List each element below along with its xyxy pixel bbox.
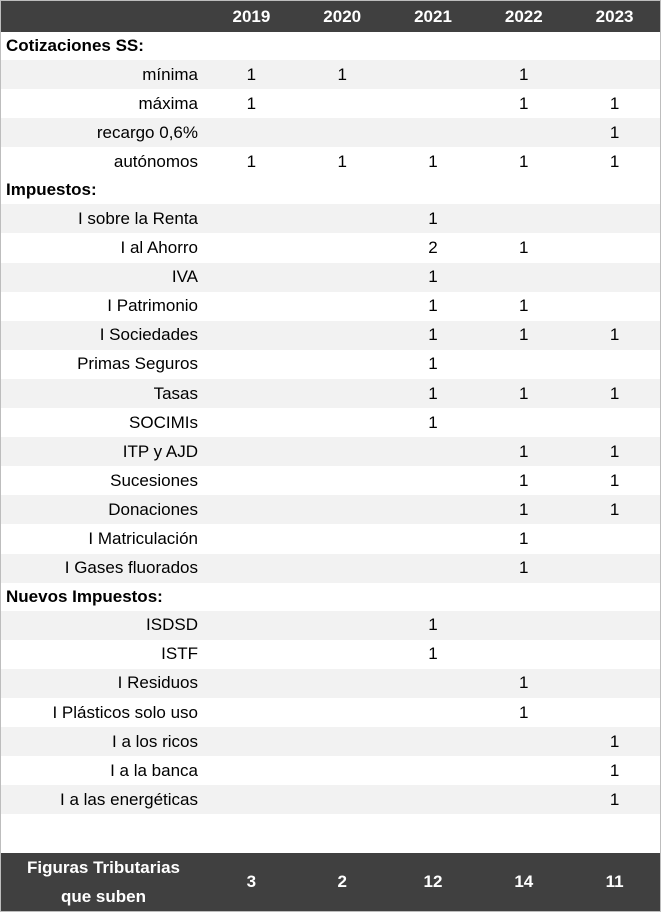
row-value: [388, 525, 479, 554]
row-value: [569, 640, 660, 669]
row-value: [297, 669, 388, 698]
table-row: [1, 379, 660, 408]
row-value: 1: [246, 151, 257, 171]
table-row: [1, 611, 660, 640]
row-value: [297, 350, 388, 379]
row-label: I Sociedades: [99, 325, 198, 345]
header-year: 2022: [504, 6, 543, 26]
header-row: [1, 1, 660, 32]
table-row: [1, 350, 660, 379]
row-value: 1: [519, 93, 529, 113]
table-row: [1, 204, 660, 233]
row-value: [206, 554, 297, 583]
row-value: 1: [609, 760, 620, 780]
row-value: 1: [428, 412, 438, 432]
section-header: [1, 32, 660, 60]
row-value: [206, 785, 297, 814]
row-label: ISDSD: [146, 615, 198, 635]
totals-label-line2: que suben: [60, 887, 146, 906]
row-value: 1: [609, 499, 620, 519]
row-value: 1: [519, 383, 529, 403]
row-value: [569, 669, 660, 698]
row-label: I a las energéticas: [60, 789, 198, 809]
row-label: SOCIMIs: [129, 412, 198, 432]
row-value: [297, 437, 388, 466]
row-value: [297, 727, 388, 756]
row-value: [478, 118, 569, 147]
row-value: 1: [609, 122, 620, 142]
row-value: 1: [519, 529, 529, 549]
row-label: IVA: [171, 267, 198, 287]
section-title: Cotizaciones SS:: [6, 36, 144, 55]
row-value: [388, 785, 479, 814]
row-value: [478, 204, 569, 233]
row-value: [206, 525, 297, 554]
row-value: [569, 292, 660, 321]
section-title: Impuestos:: [6, 180, 97, 200]
row-value: [297, 611, 388, 640]
row-value: [206, 263, 297, 292]
row-value: [297, 408, 388, 437]
row-value: [206, 437, 297, 466]
table-row: [1, 60, 660, 89]
row-label: I Gases fluorados: [64, 558, 198, 578]
row-value: [569, 698, 660, 727]
row-value: [206, 321, 297, 350]
table-row: [1, 466, 660, 495]
row-value: [297, 554, 388, 583]
row-value: 1: [609, 441, 620, 461]
row-label: I Plásticos solo uso: [52, 702, 198, 722]
row-value: 1: [428, 325, 438, 345]
row-value: [297, 379, 388, 408]
row-value: [297, 785, 388, 814]
row-value: 1: [428, 208, 438, 228]
row-value: 1: [428, 383, 438, 403]
row-label: mínima: [142, 64, 198, 84]
table-row: [1, 408, 660, 437]
row-value: [569, 525, 660, 554]
row-value: [569, 204, 660, 233]
table-row: [1, 727, 660, 756]
table-row: [1, 321, 660, 350]
row-value: [297, 640, 388, 669]
row-value: [297, 698, 388, 727]
row-value: [206, 350, 297, 379]
row-value: [388, 89, 479, 118]
row-value: [478, 408, 569, 437]
table-row: [1, 292, 660, 321]
row-value: [297, 321, 388, 350]
row-label: autónomos: [113, 151, 198, 171]
header-year: 2021: [414, 6, 452, 26]
row-value: [569, 554, 660, 583]
row-value: 1: [337, 64, 347, 84]
row-value: 1: [609, 470, 620, 490]
row-value: 1: [519, 238, 529, 258]
row-value: [388, 60, 479, 89]
row-value: 1: [609, 325, 620, 345]
row-value: 1: [519, 296, 529, 316]
row-value: 1: [519, 64, 529, 84]
table-row: [1, 554, 660, 583]
table-row: [1, 234, 660, 263]
table-row: [1, 89, 660, 118]
row-value: [569, 234, 660, 263]
row-value: [478, 727, 569, 756]
row-value: [206, 727, 297, 756]
row-value: 1: [519, 325, 529, 345]
table-row: [1, 118, 660, 147]
row-value: [388, 495, 479, 524]
row-value: [206, 292, 297, 321]
row-value: 1: [428, 644, 438, 664]
totals-label: [1, 853, 206, 911]
table-row: [1, 525, 660, 554]
row-value: [297, 466, 388, 495]
row-value: 1: [519, 151, 529, 171]
row-value: [478, 785, 569, 814]
row-value: [297, 204, 388, 233]
total-value: 11: [605, 872, 624, 891]
header-year: 2019: [232, 6, 271, 26]
row-value: 1: [519, 558, 529, 578]
row-value: [206, 466, 297, 495]
row-value: 1: [609, 731, 620, 751]
table-row: [1, 437, 660, 466]
row-value: [206, 611, 297, 640]
row-label: I a los ricos: [112, 731, 198, 751]
header-year: 2020: [323, 6, 362, 26]
row-value: [206, 756, 297, 785]
row-label: I Patrimonio: [107, 296, 198, 316]
header-corner: [1, 1, 206, 32]
row-value: [388, 554, 479, 583]
row-value: 1: [609, 93, 620, 113]
row-label: máxima: [138, 93, 198, 113]
section-header: [1, 176, 660, 204]
row-label: I Residuos: [117, 673, 198, 693]
row-value: [388, 698, 479, 727]
row-value: [297, 234, 388, 263]
row-label: recargo 0,6%: [96, 122, 198, 142]
row-value: [206, 204, 297, 233]
row-label: I Matriculación: [88, 529, 198, 549]
row-value: [569, 60, 660, 89]
row-value: [388, 118, 479, 147]
row-value: [206, 495, 297, 524]
row-value: [569, 611, 660, 640]
row-value: [569, 350, 660, 379]
row-value: 1: [246, 64, 257, 84]
row-value: [206, 408, 297, 437]
row-value: [297, 525, 388, 554]
row-value: 2: [428, 238, 438, 258]
table-row: [1, 669, 660, 698]
row-value: [206, 234, 297, 263]
header-year: 2023: [595, 6, 634, 26]
row-value: [478, 756, 569, 785]
row-value: 1: [519, 702, 529, 722]
row-value: [206, 640, 297, 669]
row-value: [569, 263, 660, 292]
totals-row: [1, 853, 660, 911]
table-row: [1, 640, 660, 669]
row-value: [206, 669, 297, 698]
row-label: Sucesiones: [110, 470, 198, 490]
row-value: 1: [519, 499, 529, 519]
section-title: Nuevos Impuestos:: [6, 586, 163, 606]
row-value: 1: [428, 615, 438, 635]
section-header: [1, 583, 660, 611]
table-row: [1, 785, 660, 814]
row-value: 1: [428, 354, 438, 374]
row-value: [206, 118, 297, 147]
row-value: [297, 292, 388, 321]
row-value: 1: [428, 267, 438, 287]
row-value: [478, 611, 569, 640]
table-row: [1, 756, 660, 785]
row-value: [206, 379, 297, 408]
row-label: I a la banca: [110, 760, 198, 780]
row-value: [388, 437, 479, 466]
totals-label-line1: Figuras Tributarias: [26, 858, 181, 877]
row-value: [297, 89, 388, 118]
row-label: Donaciones: [108, 499, 198, 519]
table-row: [1, 147, 660, 176]
row-value: 1: [609, 151, 620, 171]
row-value: [297, 495, 388, 524]
total-value: 3: [246, 872, 257, 891]
row-value: [388, 756, 479, 785]
row-label: Primas Seguros: [77, 354, 198, 374]
row-value: 1: [246, 93, 257, 113]
row-value: [388, 727, 479, 756]
row-label: Tasas: [153, 383, 198, 403]
row-label: I al Ahorro: [120, 238, 198, 258]
row-label: ITP y AJD: [122, 441, 198, 461]
row-label: ISTF: [161, 644, 198, 664]
table-row: [1, 698, 660, 727]
table-row: [1, 495, 660, 524]
row-value: [206, 698, 297, 727]
row-value: 1: [428, 296, 438, 316]
row-value: 1: [519, 673, 529, 693]
row-value: [569, 408, 660, 437]
row-value: [478, 350, 569, 379]
row-value: 1: [337, 151, 347, 171]
row-value: [388, 669, 479, 698]
total-value: 12: [423, 872, 443, 891]
total-value: 2: [337, 872, 347, 891]
row-value: 1: [519, 470, 529, 490]
row-label: I sobre la Renta: [77, 208, 198, 228]
row-value: 1: [609, 383, 620, 403]
table-row: [1, 263, 660, 292]
total-value: 14: [514, 872, 534, 891]
row-value: [478, 640, 569, 669]
row-value: [297, 263, 388, 292]
row-value: [297, 118, 388, 147]
row-value: [297, 756, 388, 785]
row-value: 1: [519, 441, 529, 461]
row-value: [388, 466, 479, 495]
row-value: [478, 263, 569, 292]
row-value: 1: [428, 151, 438, 171]
row-value: 1: [609, 789, 620, 809]
